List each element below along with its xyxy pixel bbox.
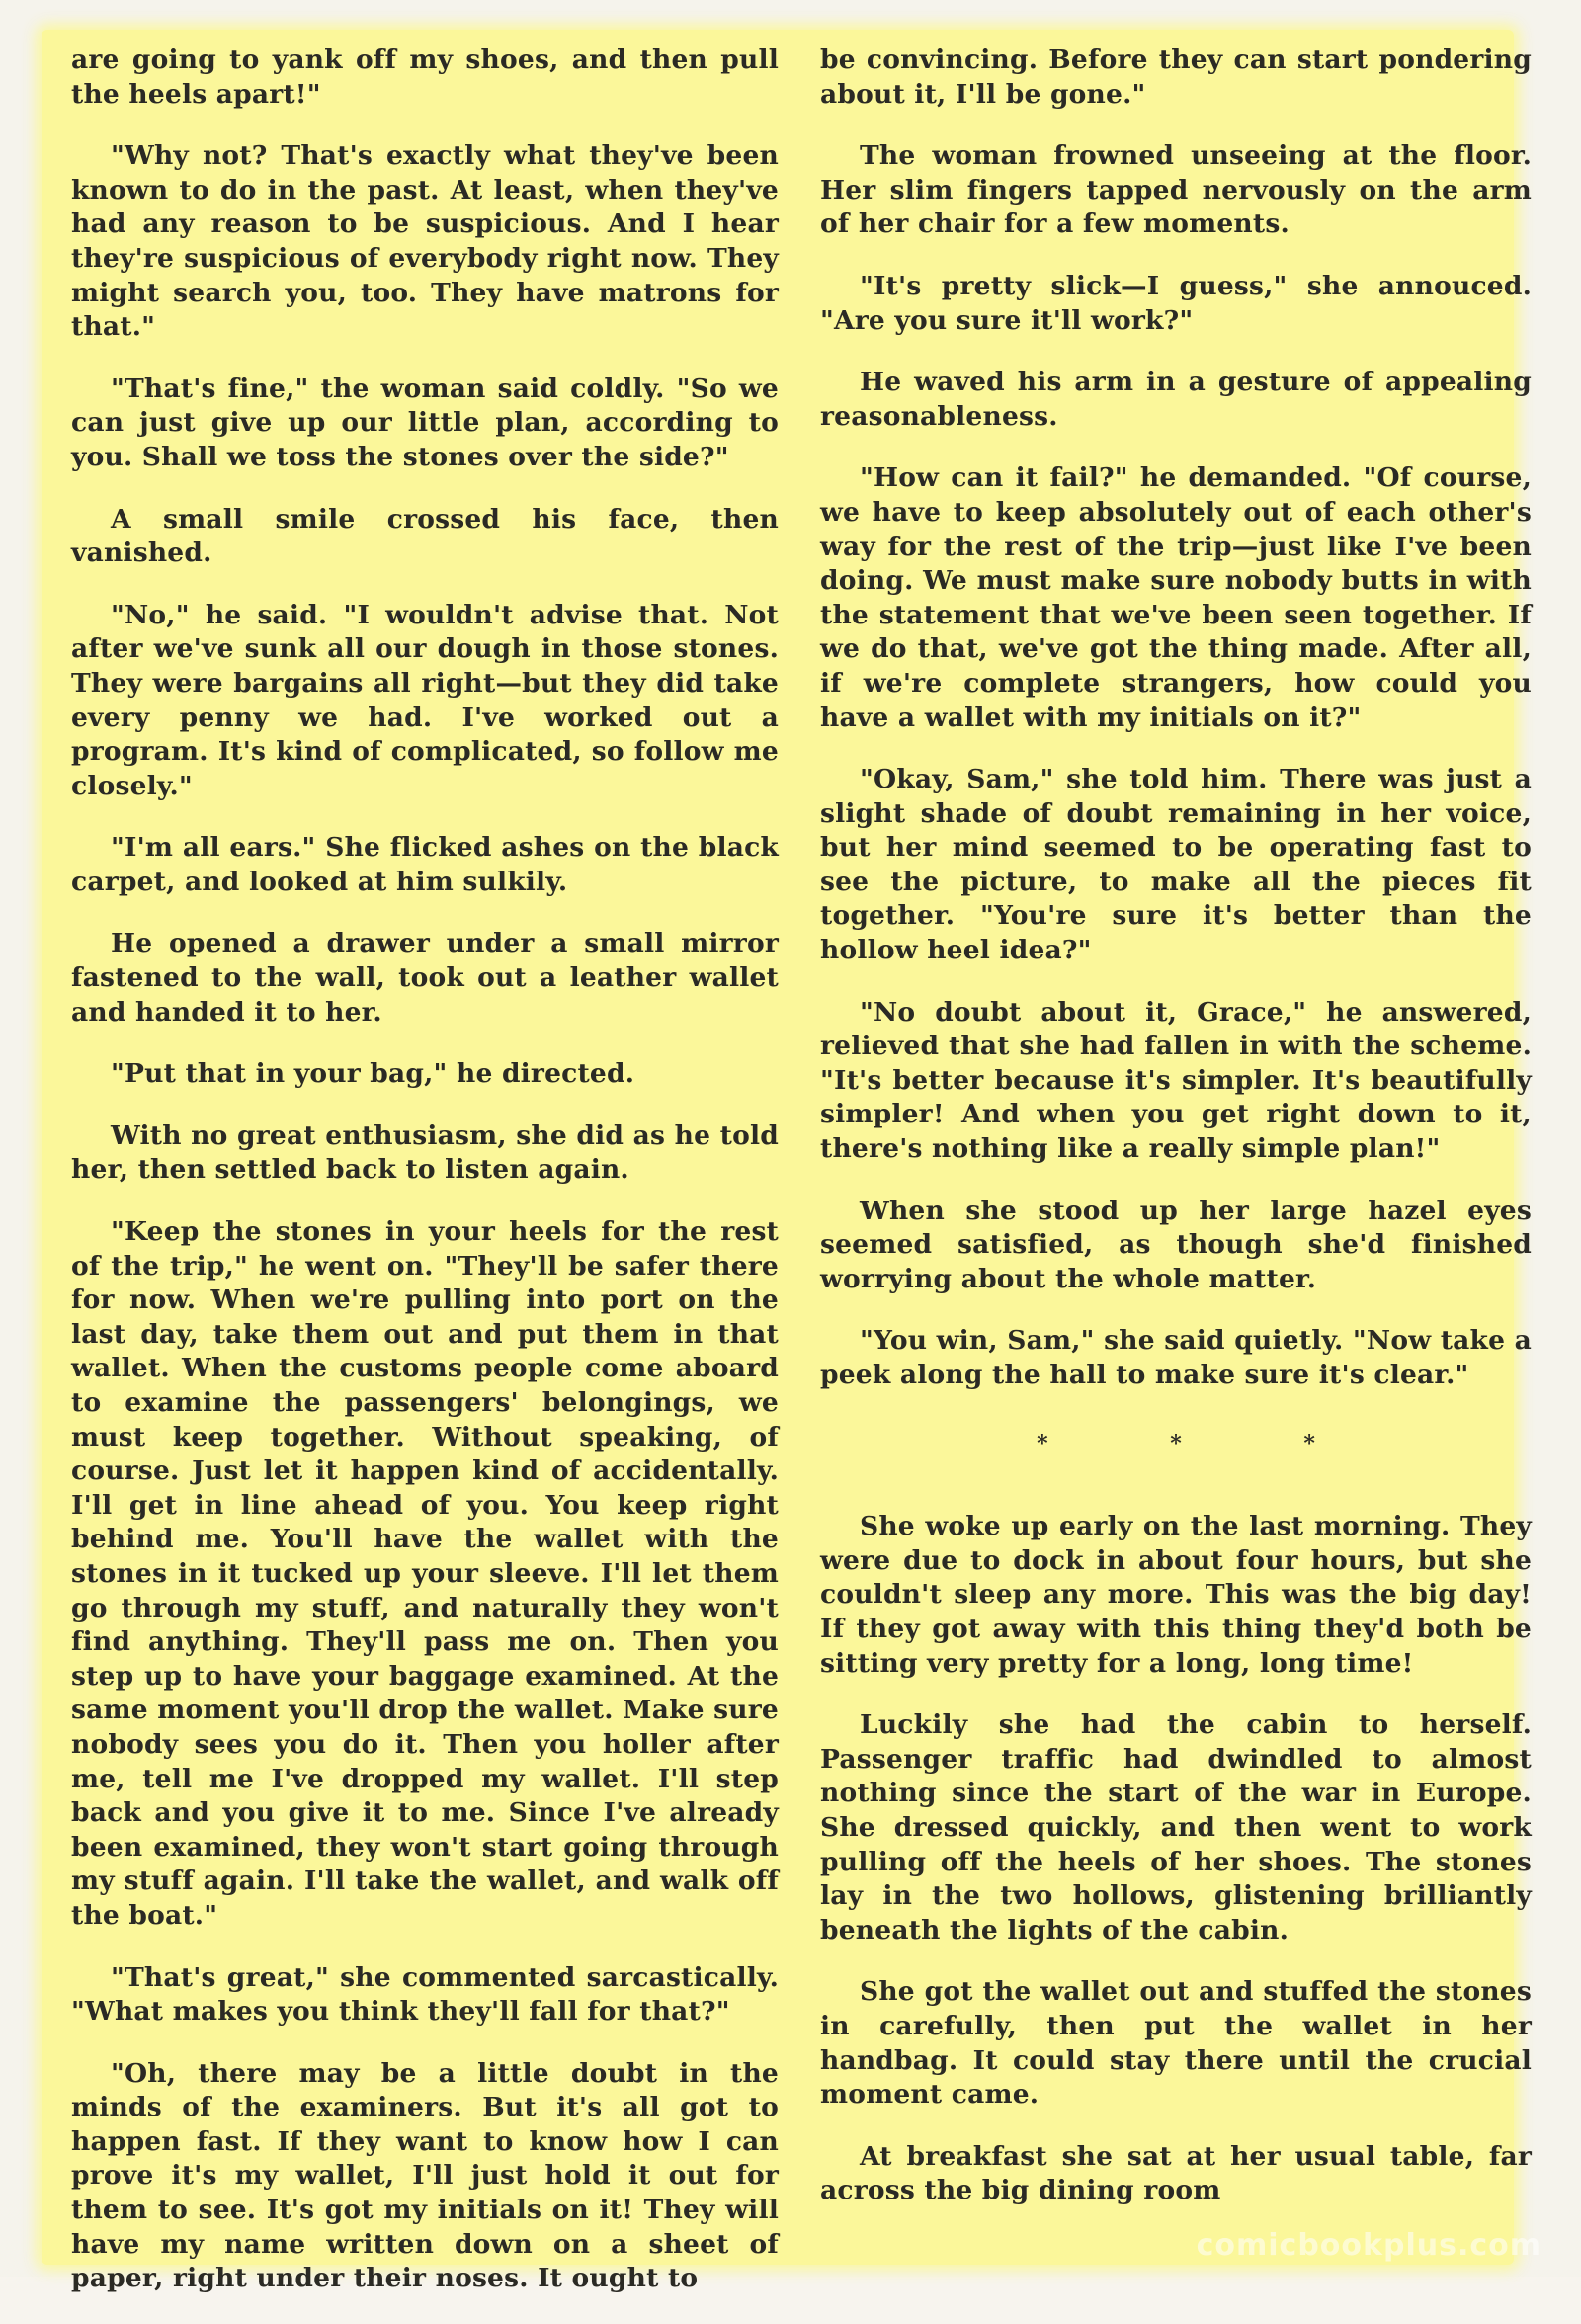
paragraph: When she stood up her large hazel eyes seemed satisfied, as though she'd finished worrying about the whole matter. bbox=[820, 1195, 1532, 1294]
right-column-part-1 bbox=[820, 43, 1532, 1393]
paragraph: "Put that in your bag," he directed. bbox=[111, 1058, 635, 1090]
paragraph: "No doubt about it, Grace," he answered, relieved that she had fallen in with the scheme. "It's better because it's simpler. It's beautifully simpler! And when you get right down to it, there's nothing like a really simple plan!" bbox=[820, 996, 1532, 1165]
paragraph: A small smile crossed his face, then vanished. bbox=[71, 503, 779, 569]
right-text-column bbox=[820, 43, 1532, 2236]
paragraph: At breakfast she sat at her usual table, far across the big dining room bbox=[820, 2140, 1532, 2206]
paragraph: "That's great," she commented sarcastically. "What makes you think they'll fall for that?" bbox=[71, 1961, 779, 2028]
right-column-part-2 bbox=[820, 1510, 1532, 2208]
paragraph: Luckily she had the cabin to herself. Passenger traffic had dwindled to almost nothing since the start of the war in Europe. She dressed quickly, and then went to work pulling off the heels of her shoes. The stones lay in the two hollows, glistening brilliantly beneath the lights of the cabin. bbox=[820, 1709, 1532, 1946]
paragraph: She got the wallet out and stuffed the stones in carefully, then put the wallet in her handbag. It could stay there until the crucial moment came. bbox=[820, 1976, 1532, 2111]
section-break: * * * bbox=[1037, 1430, 1373, 1456]
left-text-column bbox=[71, 43, 779, 2324]
paragraph: He opened a drawer under a small mirror fastened to the wall, took out a leather wallet and handed it to her. bbox=[71, 928, 779, 1028]
paragraph: "It's pretty slick—I guess," she annouced. "Are you sure it'll work?" bbox=[820, 270, 1532, 336]
paragraph: "I'm all ears." She flicked ashes on the black carpet, and looked at him sulkily. bbox=[71, 832, 779, 897]
paragraph: "Oh, there may be a little doubt in the minds of the examiners. But it's all got to happen fast. If they want to know how I can prove it's my wallet, I'll just hold it out for them to see. It's got my initials on it! They will have my name written down on a sheet of paper, right under their noses. It ought to bbox=[71, 2057, 779, 2294]
paragraph: "No," he said. "I wouldn't advise that. Not after we've sunk all our dough in those stones. They were bargains all right—but they did take every penny we had. I've worked out a program. It's kind of complicated, so follow me closely." bbox=[71, 599, 779, 801]
paragraph: are going to yank off my shoes, and then pull the heels apart!" bbox=[71, 44, 779, 110]
paragraph: be convincing. Before they can start pondering about it, I'll be gone." bbox=[820, 44, 1532, 110]
paragraph: With no great enthusiasm, she did as he told her, then settled back to listen again. bbox=[71, 1120, 779, 1186]
paragraph: The woman frowned unseeing at the floor. Her slim fingers tapped nervously on the arm of her chair for a few moments. bbox=[820, 140, 1532, 240]
paragraph: "Okay, Sam," she told him. There was just a slight shade of doubt remaining in her voice, but her mind seemed to be operating fast to see the picture, to make all the pieces fit together. "You're sure it's better than the hollow heel idea?" bbox=[820, 764, 1532, 966]
paragraph: She woke up early on the last morning. They were due to dock in about four hours, but she couldn't sleep any more. This was the big day! If they got away with this thing they'd both be sitting very pretty for a long, long time! bbox=[820, 1511, 1532, 1679]
paragraph: He waved his arm in a gesture of appealing reasonableness. bbox=[820, 367, 1532, 432]
paragraph: "How can it fail?" he demanded. "Of course, we have to keep absolutely out of each other's way for the rest of the trip—just like I've been doing. We must make sure nobody butts in with the statement that we've been seen together. If we do that, we've got the thing made. After all, if we're complete strangers, how could you have a wallet with my initials on it?" bbox=[820, 462, 1532, 733]
paragraph: "Keep the stones in your heels for the rest of the trip," he went on. "They'll be safer there for now. When we're pulling into port on the last day, take them out and put them in that wallet. When the customs people come aboard to examine the passengers' belongings, we must keep together. Without speaking, of course. Just let it happen kind of accidentally. I'll get in line ahead of you. You keep right behind me. You'll have the wallet with the stones in it tucked up your sleeve. I'll let them go through my stuff, and naturally they won't find anything. They'll pass me on. Then you step up to have your baggage examined. At the same moment you'll drop the wallet. Make sure nobody sees you do it. Then you holler after me, tell me I've dropped my wallet. I'll step back and you give it to me. Since I've already been examined, they won't start going through my stuff again. I'll take the wallet, and walk off the boat." bbox=[71, 1216, 779, 1931]
paragraph: "Why not? That's exactly what they've been known to do in the past. At least, when they've had any reason to be suspicious. And I hear they're suspicious of everybody right now. They might search you, too. They have matrons for that." bbox=[71, 140, 779, 343]
paragraph: "You win, Sam," she said quietly. "Now take a peek along the hall to make sure it's clear." bbox=[820, 1325, 1532, 1390]
watermark: comicbookplus.com bbox=[1196, 2228, 1541, 2263]
paragraph: "That's fine," the woman said coldly. "So we can just give up our little plan, according to you. Shall we toss the stones over the side?" bbox=[71, 373, 779, 472]
